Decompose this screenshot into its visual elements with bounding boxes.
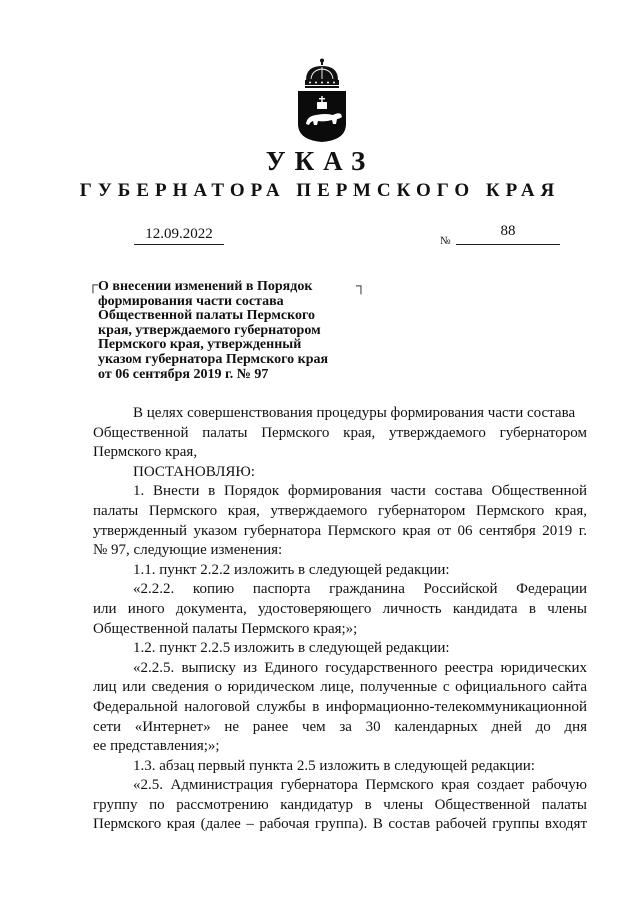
body-line: или иного документа, удостоверяющего личность кандидата в члены [93, 600, 587, 617]
subject-line: Общественной палаты Пермского [98, 308, 315, 324]
document-title: УКАЗ [265, 146, 375, 176]
body-line: Пермского края, [93, 444, 198, 461]
subject-line: края, утверждаемого губернатором [98, 322, 321, 338]
body-line: 1.3. абзац первый пункта 2.5 изложить в следующей редакции: [133, 757, 535, 774]
crown-icon [305, 59, 339, 89]
body-line: Общественной палаты Пермского края;»; [93, 620, 358, 637]
body-line: 1. Внести в Порядок формирования части состава Общественной [133, 483, 587, 500]
document-body [93, 404, 587, 835]
body-line: «2.2.5. выписку из Единого государственного реестра юридических [133, 659, 587, 676]
body-line: сети «Интернет» не ранее чем за 30 календарных дней до дня [93, 718, 587, 735]
body-line: палаты Пермского края, утверждаемого губернатором Пермского края, [93, 502, 587, 519]
corner-mark-left: ┌ [88, 278, 98, 293]
document-subtitle: ГУБЕРНАТОРА ПЕРМСКОГО КРАЯ [79, 180, 561, 201]
subject-line: от 06 сентября 2019 г. № 97 [98, 366, 269, 382]
body-line: ее представления;»; [93, 738, 220, 755]
subject-line: формирования части состава [98, 293, 284, 309]
body-line: 1.2. пункт 2.2.5 изложить в следующей редакции: [133, 640, 450, 657]
body-line: утвержденный указом губернатора Пермского края от 06 сентября 2019 г. [93, 522, 587, 539]
subject-line: Пермского края, утвержденный [98, 337, 302, 353]
subject-line: указом губернатора Пермского края [98, 351, 329, 367]
body-line: В целях совершенствования процедуры формирования части состава [133, 405, 576, 421]
body-line: ПОСТАНОВЛЯЮ: [133, 463, 255, 480]
corner-mark-right: ┐ [356, 279, 366, 294]
document-date: 12.09.2022 [134, 226, 224, 245]
body-line: Общественной палаты Пермского края, утверждаемого губернатором [93, 424, 587, 441]
body-line: Пермского края (далее – рабочая группа). В состав рабочей группы входят [93, 816, 587, 833]
perm-krai-coat-of-arms-icon [292, 58, 352, 144]
body-line: группу по рассмотрению кандидатур в члены Общественной палаты [93, 796, 587, 813]
body-line: лиц или сведения о юридическом лице, полученные с официального сайта [93, 679, 587, 696]
subject-line: О внесении изменений в Порядок [98, 279, 313, 294]
body-line: 1.1. пункт 2.2.2 изложить в следующей редакции: [133, 561, 450, 578]
body-line: № 97, следующие изменения: [93, 542, 283, 559]
body-line: Федеральной налоговой службы в информационно-телекоммуникационной [93, 698, 587, 715]
document-number: 88 [456, 223, 560, 245]
number-sign: № [440, 235, 451, 247]
body-line: «2.5. Администрация губернатора Пермского края создает рабочую [133, 777, 587, 794]
document-subject [98, 280, 360, 382]
body-line: «2.2.2. копию паспорта гражданина Российской Федерации [133, 581, 587, 598]
